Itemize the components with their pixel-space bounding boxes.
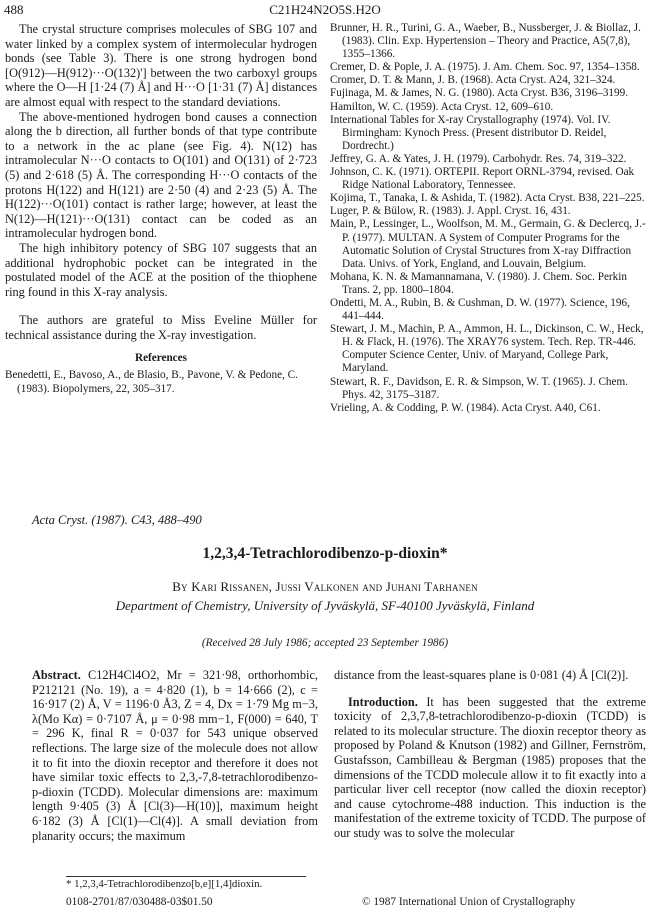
authors: By Kari Rissanen, Jussi Valkonen and Juhani Tarhanen [172,579,478,594]
reference-item: Luger, P. & Bülow, R. (1983). J. Appl. Cryst. 16, 431. [330,205,571,218]
reference-item: Brunner, H. R., Turini, G. A., Waeber, B., Nussberger, J. & Biollaz, J. (1983). Clin. Exp. Hypertension – Theory and Practice, A5(7,8), 1355–1366. [330,22,641,61]
reference-item: Benedetti, E., Bavoso, A., de Blasio, B., Pavone, V. & Pedone, C. (1983). Biopolymers, 22, 305–317. [5,369,298,395]
reference-item: Kojima, T., Tanaka, I. & Ashida, T. (1982). Acta Cryst. B38, 221–225. [330,192,645,205]
reference-item: Stewart, J. M., Machin, P. A., Ammon, H. L., Dickinson, C. W., Heck, H. & Flack, H. (1976). The XRAY76 system. Tech. Rep. TR-446. Computer Science Center, Univ. of Maryand, College Park, Maryland. [330,323,644,375]
left-column [5,22,317,396]
copyright: © 1987 International Union of Crystallography [362,896,576,908]
running-title: C21H24N2O5S.H2O [269,2,381,17]
paragraph-network: The above-mentioned hydrogen bond causes a connection along the b direction, all further bonds of that type contribute to a network in the ac plane (see Fig. 4). N(12) has intramolecular N···O contacts to O(101) and O(131) of 2·723 (5) and 2·618 (5) Å. The corresponding H···O contacts of the protons H(122) and H(121) are 2·50 (4) and 2·23 (5) Å. The H(122)···O(101) contact is rather large; however, at least the N(12)—H(121)···O(131) contact can be coded as an intramolecular hydrogen bond. [5,109,317,241]
references-heading: References [135,352,187,365]
right-lower-column [334,668,646,841]
paragraph-inhibitory: The high inhibitory potency of SBG 107 suggests that an additional hydrophobic pocket can be integrated in the postulated model of the ACE at the position of the thiophene ring found in this X-ray analysis. [5,240,317,299]
received-date: (Received 28 July 1986; accepted 23 September 1986) [201,637,449,649]
issn: 0108-2701/87/030488-03$01.50 [66,896,213,908]
abstract-label: Abstract. [32,668,81,682]
affiliation: Department of Chemistry, University of Jyväskylä, SF-40100 Jyväskylä, Finland [115,598,535,613]
reference-item: Stewart, R. F., Davidson, E. R. & Simpson, W. T. (1965). J. Chem. Phys. 42, 3175–3187. [330,375,628,401]
abstract-continuation: distance from the least-squares plane is 0·081 (4) Å [Cl(2)]. [334,668,629,682]
footnote: * 1,2,3,4-Tetrachlorodibenzo[b,e][1,4]dioxin. [66,878,263,890]
acknowledgement: The authors are grateful to Miss Eveline Müller for technical assistance during the X-ray investigation. [5,313,317,342]
abstract [32,668,318,843]
reference-item: Johnson, C. K. (1971). ORTEPII. Report ORNL-3794, revised. Oak Ridge National Laboratory, Tennessee. [330,166,635,192]
reference-item: Ondetti, M. A., Rubin, B. & Cushman, D. W. (1977). Science, 196, 441–444. [330,296,630,323]
page-number: 488 [4,2,24,17]
references-list [330,22,646,415]
footnote-rule [66,876,306,877]
abstract-text: C12H4Cl4O2, Mr = 321·98, orthorhombic, P212121 (No. 19), a = 4·820 (1), b = 14·666 (2), c = 16·917 (2) Å, V = 1196·0 Å3, Z = 4, Dx = 1·79 Mg m−3, λ(Mo Kα) = 0·7107 Å, μ = 0·98 mm−1, F(000) = 640, T = 296 K, final R = 0·037 for 543 unique observed reflections. The large size of the molecule does not allow it to fit into the dioxin receptor and therefore it does not have similar toxic effects to 2,3,-7,8-tetrachlorodibenzo-p-dioxin (TCDD). Molecular dimensions are: maximum length 9·405 (3) Å [Cl(3)—H(10)], maximum height 6·182 (3) Å [Cl(1)—Cl(4)]. A small deviation from planarity occurs; the maximum [32,668,318,843]
reference-item: Mohana, K. N. & Mamannamana, V. (1980). J. Chem. Soc. Perkin Trans. 2, pp. 1800–1804. [330,270,627,296]
introduction-text: It has been suggested that the extreme toxicity of 2,3,7,8-tetrachlorodibenzo-p-dioxin (TCDD) is related to its molecular structure. The dioxin receptor theory as proposed by Poland & Knutson (1982) and Gillner, Fernström, Gustafsson, Cambilleau & Bergman (1985) proposes that the dimensions of the TCDD molecule allow it to fit exactly into a particular liver cell receptor (now called the dioxin receptor) and cause cytochrome-488 induction. This induction is the manifestation of the extreme toxicity of TCDD. The purpose of our study was to solve the molecular [334,694,647,840]
paragraph-hydrogen-bond: The crystal structure comprises molecules of SBG 107 and water linked by a complex system of intermolecular hydrogen bonds (see Table 3). There is one strong hydrogen bond [O(912)—H(912)···O(132)'] between the two carboxyl groups where the O—H [1·24 (7) Å] and H···O [1·31 (7) Å] distances are almost equal with respect to the standard deviations. [5,22,317,109]
journal-citation: Acta Cryst. (1987). C43, 488–490 [32,513,202,527]
reference-item: Fujinaga, M. & James, N. G. (1980). Acta Cryst. B36, 3196–3199. [330,87,629,100]
article-title: 1,2,3,4-Tetrachlorodibenzo-p-dioxin* [202,545,448,562]
reference-item: International Tables for X-ray Crystallography (1974). Vol. IV. Birmingham: Kynoch Press. (Present distributor D. Reidel, Dordrecht.) [330,113,611,152]
reference-item: Hamilton, W. C. (1959). Acta Cryst. 12, 609–610. [330,100,554,113]
introduction-label: Introduction. [348,694,418,709]
reference-item: Cremer, D. & Pople, J. A. (1975). J. Am. Chem. Soc. 97, 1354–1358. [330,61,640,74]
reference-item: Main, P., Lessinger, L., Woolfson, M. M., Germain, G. & Declercq, J.-P. (1977). MULTAN. A System of Computer Programs for the Automatic Solution of Crystal Structures from X-ray Diffraction Data. Univs. of York, England, and Louvain, Belgium. [330,218,646,270]
reference-item: Cromer, D. T. & Mann, J. B. (1968). Acta Cryst. A24, 321–324. [330,74,616,87]
reference-item: Jeffrey, G. A. & Yates, J. H. (1979). Carbohydr. Res. 74, 319–322. [330,152,627,165]
reference-item: Vrieling, A. & Codding, P. W. (1984). Acta Cryst. A40, C61. [330,401,601,414]
